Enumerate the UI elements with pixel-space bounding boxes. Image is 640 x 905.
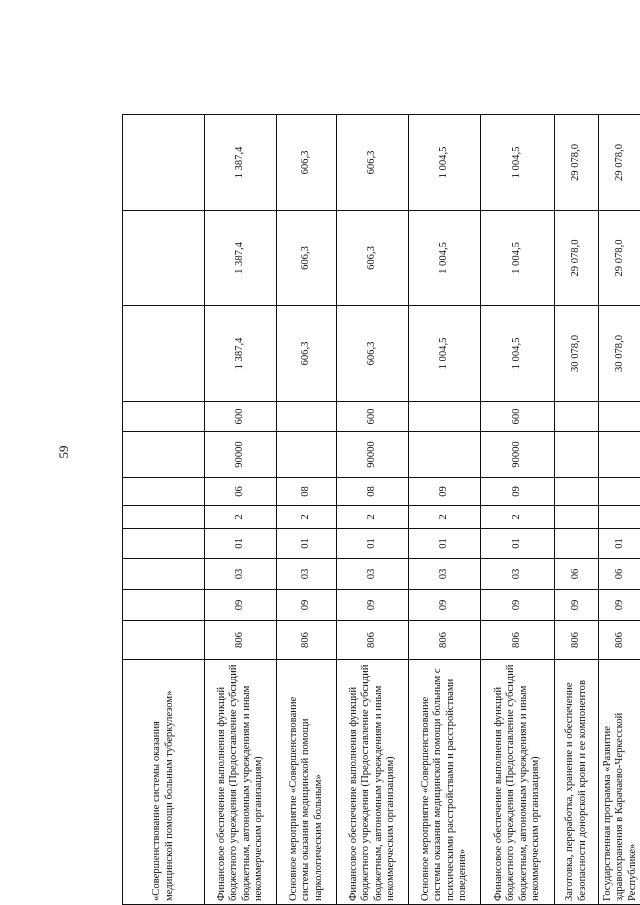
expense-direction-cell (555, 432, 599, 478)
program-code-cell: 01 (205, 529, 277, 559)
amount-3-cell: 606,3 (337, 115, 409, 211)
activity-code-cell: 09 (409, 478, 481, 506)
budget-table-rotated (122, 115, 614, 905)
subsection-code-cell: 06 (599, 559, 640, 590)
amount-3-cell: 1 387,4 (205, 115, 277, 211)
program-code-cell (123, 529, 205, 559)
amount-3-cell: 1 004,5 (481, 115, 555, 211)
program-code-cell: 01 (409, 529, 481, 559)
subsection-code-cell (123, 559, 205, 590)
subsection-code-cell: 03 (205, 559, 277, 590)
expense-type-cell: 600 (481, 402, 555, 432)
row-name-cell: Заготовка, переработка, хранение и обеспечение безопасности донорской крови и ее компонентов (555, 660, 599, 905)
program-code-cell: 01 (277, 529, 337, 559)
row-name-cell: «Совершенствование системы оказания медицинской помощи больным туберкулезом» (123, 660, 205, 905)
amount-2-cell: 606,3 (277, 211, 337, 306)
section-code-cell: 09 (599, 590, 640, 621)
row-name-cell: Основное мероприятие «Совершенствование системы оказания медицинской помощи больным с психическими расстройствами и расстройствами поведения» (409, 660, 481, 905)
activity-code-cell (555, 478, 599, 506)
table-body (123, 115, 640, 905)
expense-type-cell (123, 402, 205, 432)
expense-type-cell (277, 402, 337, 432)
table-row (555, 115, 599, 905)
subprogram-code-cell: 2 (409, 506, 481, 529)
subprogram-code-cell: 2 (205, 506, 277, 529)
org-code-cell: 806 (337, 621, 409, 660)
section-code-cell: 09 (205, 590, 277, 621)
activity-code-cell (123, 478, 205, 506)
section-code-cell: 09 (277, 590, 337, 621)
subprogram-code-cell (555, 506, 599, 529)
subprogram-code-cell: 2 (277, 506, 337, 529)
section-code-cell: 09 (337, 590, 409, 621)
org-code-cell: 806 (277, 621, 337, 660)
amount-3-cell (123, 115, 205, 211)
expense-type-cell (409, 402, 481, 432)
amount-1-cell (123, 306, 205, 402)
table-row (409, 115, 481, 905)
expense-direction-cell: 90000 (337, 432, 409, 478)
expense-direction-cell: 90000 (205, 432, 277, 478)
org-code-cell: 806 (409, 621, 481, 660)
row-name-cell: Финансовое обеспечение выполнения функций бюджетного учреждения (Предоставление субсидий бюджетным, автономным учреждениям и иным некоммерческим организациям) (337, 660, 409, 905)
expense-type-cell (555, 402, 599, 432)
subprogram-code-cell (123, 506, 205, 529)
amount-3-cell: 1 004,5 (409, 115, 481, 211)
table-row (123, 115, 205, 905)
amount-2-cell: 29 078,0 (555, 211, 599, 306)
org-code-cell (123, 621, 205, 660)
program-code-cell (555, 529, 599, 559)
org-code-cell: 806 (555, 621, 599, 660)
amount-2-cell: 606,3 (337, 211, 409, 306)
org-code-cell: 806 (481, 621, 555, 660)
subprogram-code-cell: 2 (481, 506, 555, 529)
table-row (337, 115, 409, 905)
amount-1-cell: 606,3 (337, 306, 409, 402)
amount-3-cell: 29 078,0 (555, 115, 599, 211)
amount-1-cell: 30 078,0 (599, 306, 640, 402)
page-number: 59 (56, 446, 72, 459)
row-name-cell: Государственная программа «Развитие здравоохранения в Карачаево-Черкесской Республике» (599, 660, 640, 905)
table-row (277, 115, 337, 905)
amount-2-cell: 1 387,4 (205, 211, 277, 306)
amount-3-cell: 29 078,0 (599, 115, 640, 211)
row-name-cell: Финансовое обеспечение выполнения функций бюджетного учреждения (Предоставление субсидий бюджетным, автономным учреждениям и иным некоммерческим организациям) (481, 660, 555, 905)
section-code-cell: 09 (409, 590, 481, 621)
activity-code-cell (599, 478, 640, 506)
expense-type-cell: 600 (205, 402, 277, 432)
table-row (205, 115, 277, 905)
subprogram-code-cell: 2 (337, 506, 409, 529)
expense-type-cell (599, 402, 640, 432)
subsection-code-cell: 03 (409, 559, 481, 590)
amount-3-cell: 606,3 (277, 115, 337, 211)
section-code-cell: 09 (481, 590, 555, 621)
row-name-cell: Основное мероприятие «Совершенствование системы оказания медицинской помощи наркологическим больным» (277, 660, 337, 905)
amount-1-cell: 1 004,5 (409, 306, 481, 402)
table-row (481, 115, 555, 905)
budget-table (122, 114, 640, 905)
activity-code-cell: 08 (337, 478, 409, 506)
expense-direction-cell: 90000 (481, 432, 555, 478)
subprogram-code-cell (599, 506, 640, 529)
expense-direction-cell (599, 432, 640, 478)
org-code-cell: 806 (599, 621, 640, 660)
amount-2-cell: 29 078,0 (599, 211, 640, 306)
section-code-cell: 09 (555, 590, 599, 621)
subsection-code-cell: 03 (481, 559, 555, 590)
table-row (599, 115, 640, 905)
expense-direction-cell (409, 432, 481, 478)
expense-direction-cell (123, 432, 205, 478)
expense-direction-cell (277, 432, 337, 478)
amount-1-cell: 1 387,4 (205, 306, 277, 402)
amount-2-cell (123, 211, 205, 306)
amount-1-cell: 606,3 (277, 306, 337, 402)
amount-2-cell: 1 004,5 (409, 211, 481, 306)
program-code-cell: 01 (337, 529, 409, 559)
org-code-cell: 806 (205, 621, 277, 660)
activity-code-cell: 09 (481, 478, 555, 506)
amount-2-cell: 1 004,5 (481, 211, 555, 306)
program-code-cell: 01 (599, 529, 640, 559)
amount-1-cell: 1 004,5 (481, 306, 555, 402)
expense-type-cell: 600 (337, 402, 409, 432)
program-code-cell: 01 (481, 529, 555, 559)
subsection-code-cell: 06 (555, 559, 599, 590)
row-name-cell: Финансовое обеспечение выполнения функций бюджетного учреждения (Предоставление субсидий бюджетным, автономным учреждениям и иным некоммерческим организациям) (205, 660, 277, 905)
subsection-code-cell: 03 (337, 559, 409, 590)
activity-code-cell: 08 (277, 478, 337, 506)
section-code-cell (123, 590, 205, 621)
activity-code-cell: 06 (205, 478, 277, 506)
subsection-code-cell: 03 (277, 559, 337, 590)
amount-1-cell: 30 078,0 (555, 306, 599, 402)
